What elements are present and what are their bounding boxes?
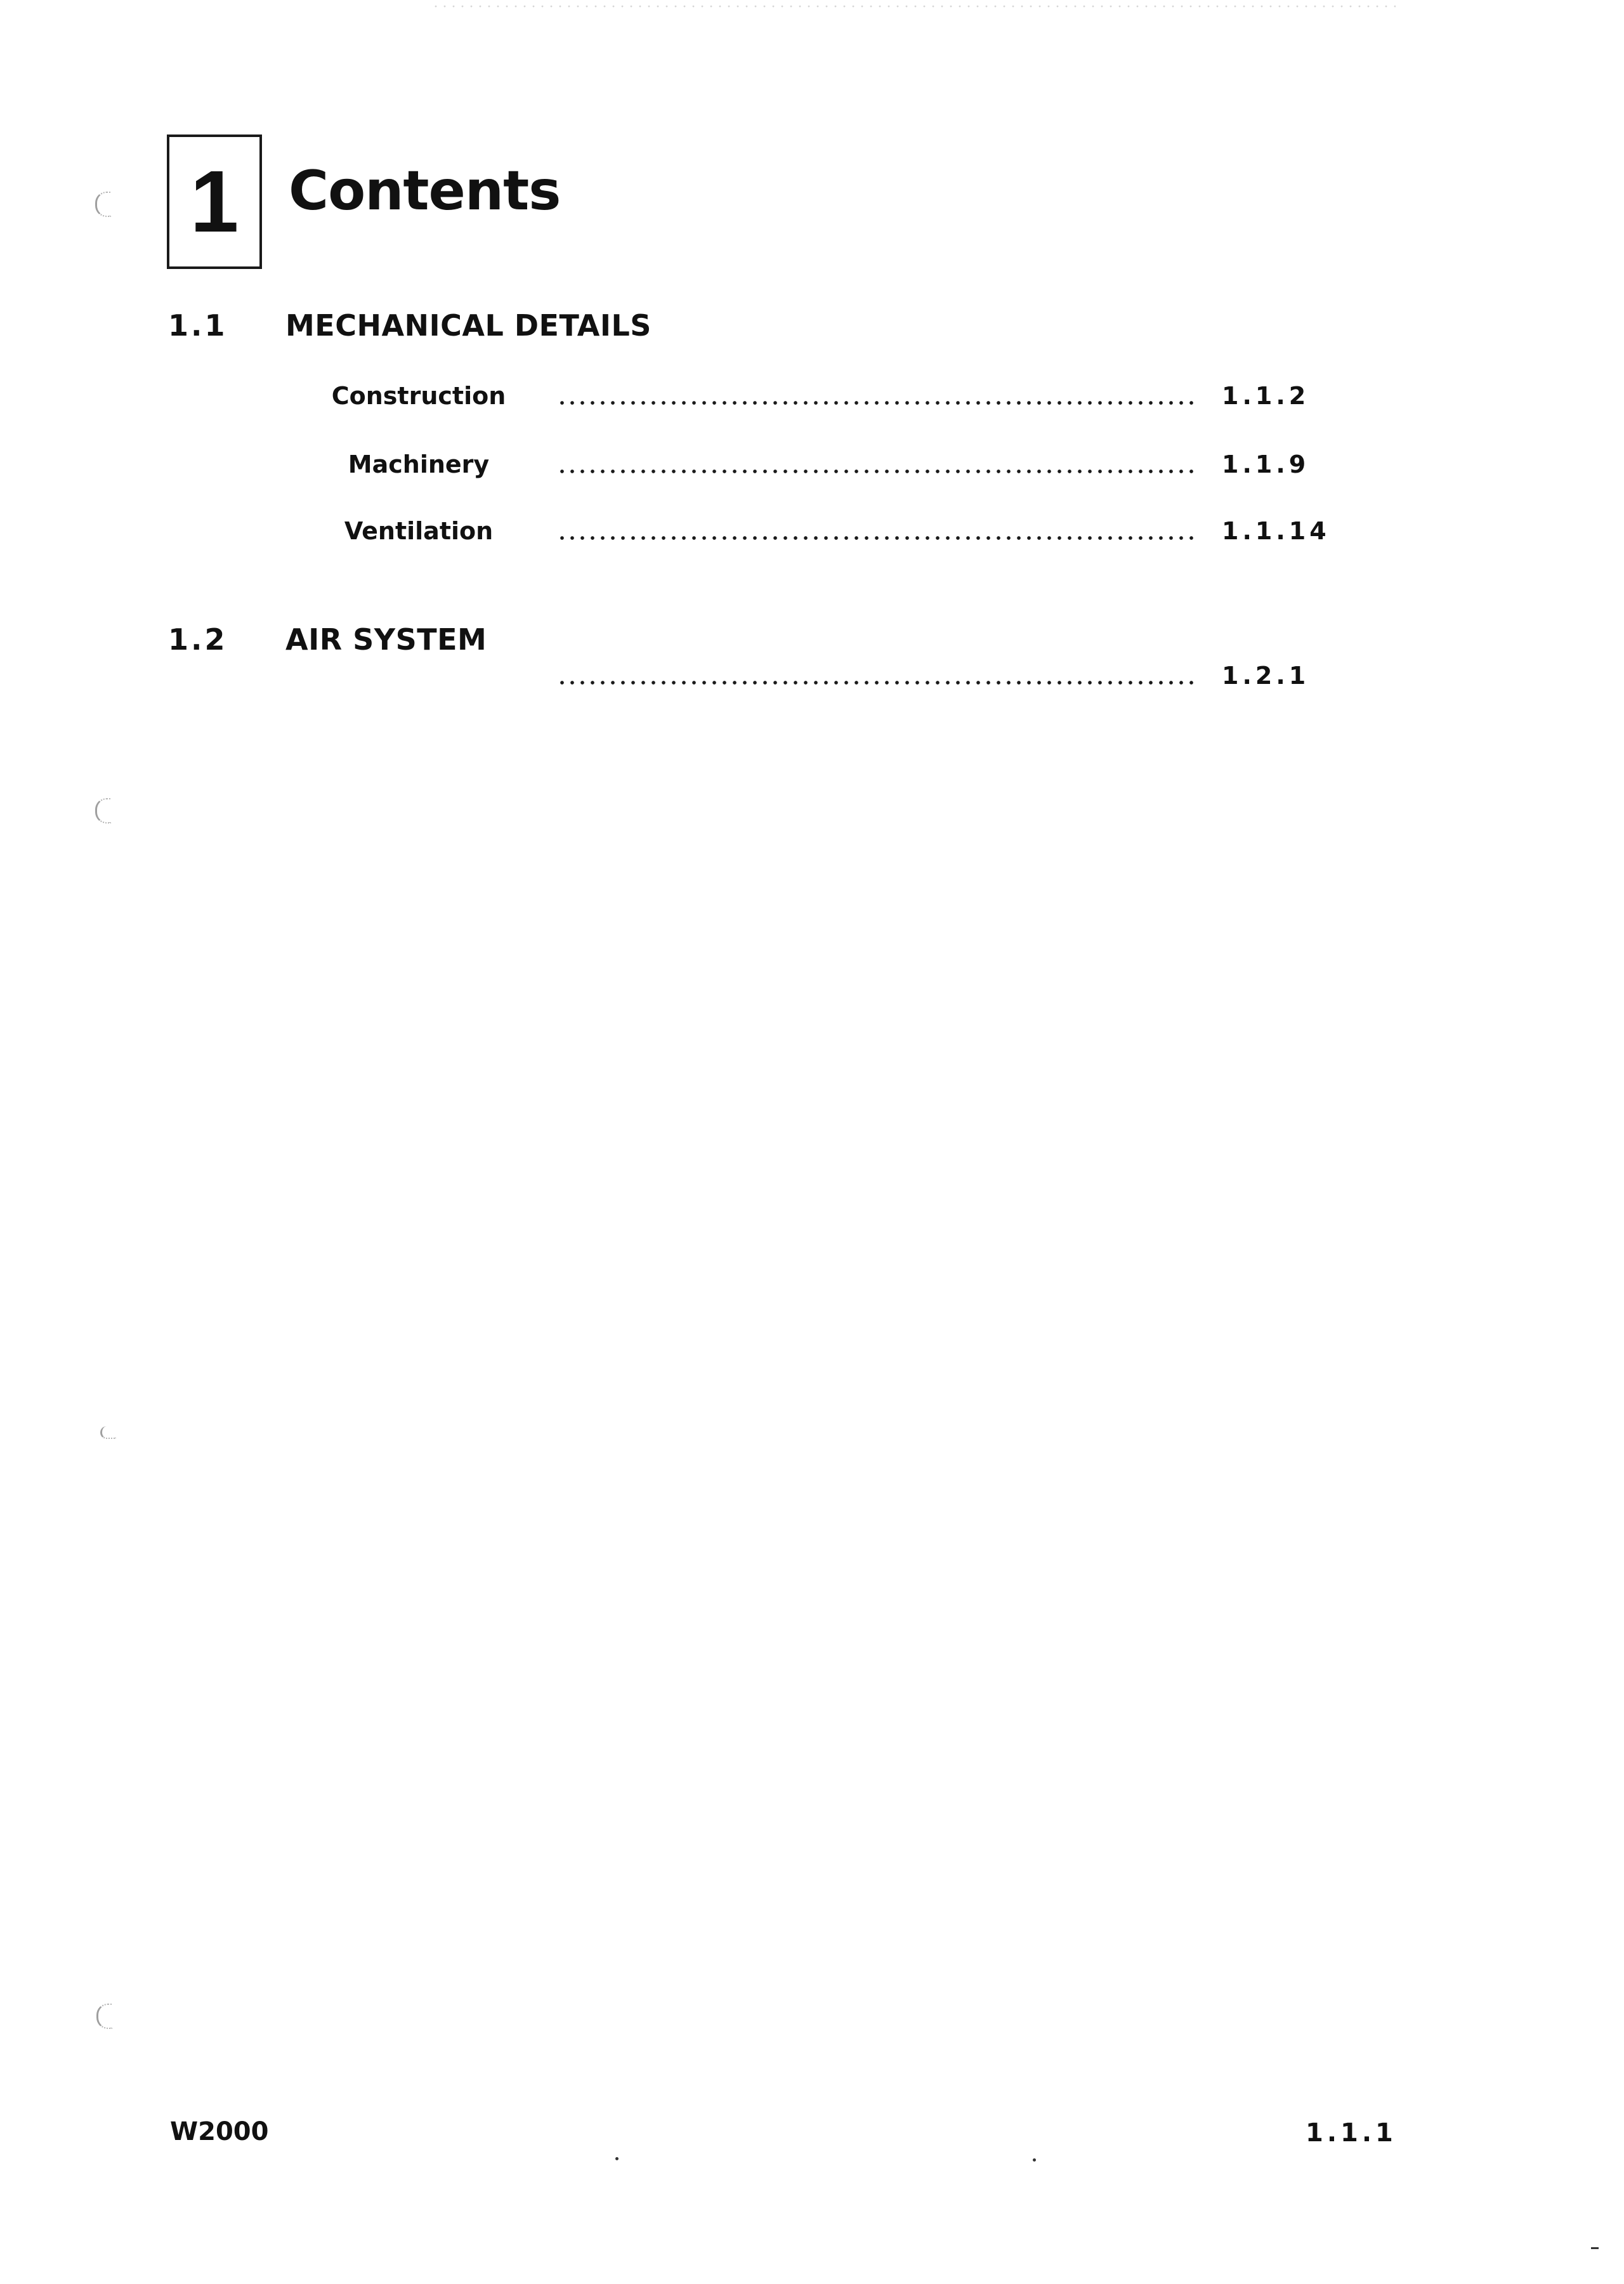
scan-speck bbox=[615, 2157, 619, 2160]
punch-hole-mark bbox=[95, 798, 111, 824]
scan-speck bbox=[1033, 2158, 1036, 2162]
dot-leader bbox=[557, 399, 1199, 407]
chapter-title: Contents bbox=[289, 159, 561, 223]
section-title: AIR SYSTEM bbox=[285, 622, 487, 657]
footer-page-number: 1.1.1 bbox=[1306, 2118, 1397, 2148]
toc-entry-page: 1.1.2 bbox=[1222, 382, 1310, 410]
dot-leader bbox=[557, 679, 1199, 686]
section-title: MECHANICAL DETAILS bbox=[285, 308, 652, 343]
dot-leader bbox=[557, 534, 1199, 542]
toc-entry-page: 1.2.1 bbox=[1222, 662, 1310, 690]
toc-entry-page: 1.1.9 bbox=[1222, 450, 1310, 478]
chapter-number-box bbox=[167, 135, 262, 269]
footer-document-code: W2000 bbox=[170, 2117, 269, 2146]
section-number: 1.2 bbox=[168, 622, 228, 657]
punch-hole-mark bbox=[100, 1426, 116, 1439]
toc-entry-label: Machinery bbox=[348, 450, 490, 478]
toc-entry-label: Construction bbox=[331, 382, 506, 410]
toc-entry-label: Ventilation bbox=[344, 517, 494, 545]
scan-artifact-strip bbox=[431, 5, 1396, 8]
punch-hole-mark bbox=[96, 2004, 112, 2029]
dot-leader bbox=[557, 468, 1199, 475]
section-number: 1.1 bbox=[168, 308, 228, 343]
chapter-number: 1 bbox=[190, 153, 239, 251]
toc-entry-page: 1.1.14 bbox=[1222, 517, 1330, 545]
scan-speck bbox=[1591, 2247, 1599, 2249]
punch-hole-mark bbox=[95, 192, 111, 217]
